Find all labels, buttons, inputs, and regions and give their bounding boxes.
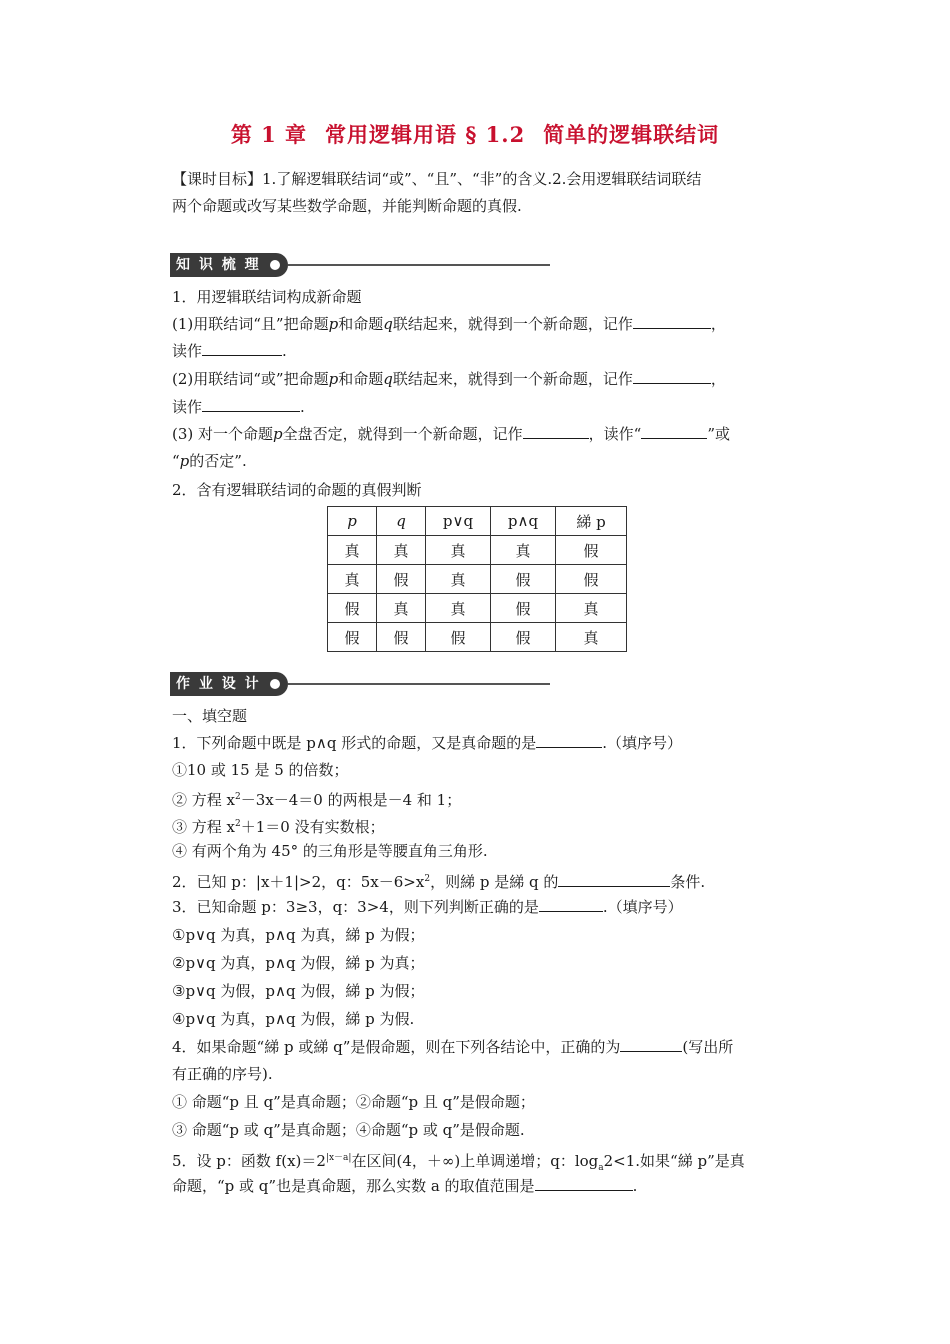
answer-blank[interactable]	[558, 872, 670, 887]
answer-blank[interactable]	[202, 397, 300, 412]
table-row: 真 假 真 假 假	[328, 565, 627, 594]
bullet-dot-icon	[270, 679, 280, 689]
answer-blank[interactable]	[202, 341, 282, 356]
page-title	[0, 119, 950, 149]
answer-blank[interactable]	[523, 424, 589, 439]
knowledge-item-1b-cont: 读作 .	[172, 398, 305, 416]
heading-rule	[288, 264, 550, 266]
question-3: 3．已知命题 p：3≥3，q：3>4，则下列判断正确的是 .（填序号）	[172, 898, 683, 916]
knowledge-item-1c-cont: “p的否定”.	[172, 452, 247, 470]
part-label: 一、填空题	[172, 707, 248, 725]
objective-label: 【课时目标】	[172, 170, 263, 188]
question-4-options-3-4: ③ 命题“p 或 q”是真命题；④命题“p 或 q”是假命题.	[172, 1121, 525, 1139]
question-3-option-4: ④p∨q 为真，p∧q 为假，綈 p 为假.	[172, 1010, 415, 1028]
table-row: 假 真 真 假 真	[328, 594, 627, 623]
answer-blank[interactable]	[535, 1176, 633, 1191]
question-4-options-1-2: ① 命题“p 且 q”是真命题；②命题“p 且 q”是假命题；	[172, 1093, 535, 1111]
question-3-option-2: ②p∨q 为真，p∧q 为假，綈 p 为真；	[172, 954, 425, 972]
question-1-option-1: ①10 或 15 是 5 的倍数；	[172, 761, 349, 779]
lesson-objective: 【课时目标】1.了解逻辑联结词“或”、“且”、“非”的含义.2.会用逻辑联结词联结 两个命题或改写某些数学命题，并能判断命题的真假.	[172, 170, 702, 215]
knowledge-item-1a-cont: 读作 .	[172, 342, 287, 360]
question-1-option-4: ④ 有两个角为 45° 的三角形是等腰直角三角形.	[172, 842, 488, 860]
question-3-option-3: ③p∨q 为假，p∧q 为假，綈 p 为假；	[172, 982, 425, 1000]
answer-blank[interactable]	[633, 369, 711, 384]
table-row: 真 真 真 真 假	[328, 536, 627, 565]
question-5: 5．设 p：函数 $f(x)=2^{|x-a|}$在区间(4，＋∞)上单调递增；q：$\log_a2<1$.如果“綈 p”是真	[172, 1152, 745, 1173]
knowledge-item-2-title: 2．含有逻辑联结词的命题的真假判断	[172, 481, 422, 499]
document-page: 第 1 章 常用逻辑用语 § 1.2 简单的逻辑联结词 【课时目标】1.了解逻辑联结词“或”、“且”、“非”的含义.2.会用逻辑联结词联结 两个命题或改写某些数学命题，并能判断命题的真假. 知 识 梳 理 1．用逻辑联结词构成新命题 (1)用联结词“且”把命题p和命题q联结起来，就得到一个新命题，记作 ， 读作 . (2)用联结词“或”把命题p和命题q联结起来，就得到一个新命题，记作 ， 读作 . (3) 对一个命题p全盘否定，就得到一个新命题，记作 ，读作“ ”或 “p的否定”. 2．含有逻辑联结词的命题的真假判断 p q p∨q p∧q 綈 p 真 真 真 真 假 真 假 真 假 假 假 真 真 假 真 假 假 假 假 真 作 业 设 计 一、填空题 1．下列命题中既是 p∧q 形式的命题，又是真命题的是 .（填序号） ①10 或 15 是 5 的倍数； ② 方程 $x^2-3x-4=0$ 的两根是－4 和 1； ③ 方程 $x^2+1=0$ 没有实数根； ④ 有两个角为 45° 的三角形是等腰直角三角形. 2．已知 p：|x＋1|>2，q：$5x-6>x^2$，则綈 p 是綈 q 的 条件. 3．已知命题 p：3≥3，q：3>4，则下列判断正确的是 .（填序号） ①p∨q 为真，p∧q 为真，綈 p 为假； ②p∨q 为真，p∧q 为假，綈 p 为真； ③p∨q 为假，p∧q 为假，綈 p 为假； ④p∨q 为真，p∧q 为假，綈 p 为假. 4．如果命题“綈 p 或綈 q”是假命题，则在下列各结论中，正确的为 (写出所 有正确的序号). ① 命题“p 且 q”是真命题；②命题“p 且 q”是假命题； ③ 命题“p 或 q”是真命题；④命题“p 或 q”是假命题. 5．设 p：函数 $f(x)=2^{|x-a|}$在区间(4，＋∞)上单调递增；q：$\log_a2<1$.如果“綈 p”是真 命题，“p 或 q”也是真命题，那么实数 a 的取值范围是 .	[0, 0, 950, 1344]
knowledge-item-1a: (1)用联结词“且”把命题p和命题q联结起来，就得到一个新命题，记作 ，	[172, 315, 726, 333]
section-label: 常用逻辑用语 § 1.2	[325, 122, 526, 147]
truth-table	[327, 506, 627, 652]
bullet-dot-icon	[270, 260, 280, 270]
question-4-cont: 有正确的序号).	[172, 1065, 273, 1083]
question-3-option-1: ①p∨q 为真，p∧q 为真，綈 p 为假；	[172, 926, 425, 944]
answer-blank[interactable]	[536, 733, 602, 748]
heading-rule	[288, 683, 550, 685]
lesson-title: 简单的逻辑联结词	[543, 122, 720, 147]
answer-blank[interactable]	[620, 1037, 682, 1052]
knowledge-item-1b: (2)用联结词“或”把命题p和命题q联结起来，就得到一个新命题，记作 ，	[172, 370, 726, 388]
question-2: 2．已知 p：|x＋1|>2，q：$5x-6>x^2$，则綈 p 是綈 q 的 条件.	[172, 873, 706, 891]
question-1-option-3: ③ 方程 $x^2+1=0$ 没有实数根；	[172, 818, 385, 836]
question-1: 1．下列命题中既是 p∧q 形式的命题，又是真命题的是 .（填序号）	[172, 734, 683, 752]
answer-blank[interactable]	[539, 897, 603, 912]
table-row: 假 假 假 假 真	[328, 623, 627, 652]
knowledge-item-1-title: 1．用逻辑联结词构成新命题	[172, 288, 362, 306]
question-4: 4．如果命题“綈 p 或綈 q”是假命题，则在下列各结论中，正确的为 (写出所	[172, 1038, 734, 1056]
question-1-option-2: ② 方程 $x^2-3x-4=0$ 的两根是－4 和 1；	[172, 791, 462, 809]
answer-blank[interactable]	[641, 424, 707, 439]
knowledge-item-1c: (3) 对一个命题p全盘否定，就得到一个新命题，记作 ，读作“ ”或	[172, 425, 730, 443]
answer-blank[interactable]	[633, 314, 711, 329]
table-header-row: p q p∨q p∧q 綈 p	[328, 507, 627, 536]
chapter-label: 第 1 章	[230, 122, 308, 147]
question-5-cont: 命题，“p 或 q”也是真命题，那么实数 a 的取值范围是 .	[172, 1177, 638, 1195]
